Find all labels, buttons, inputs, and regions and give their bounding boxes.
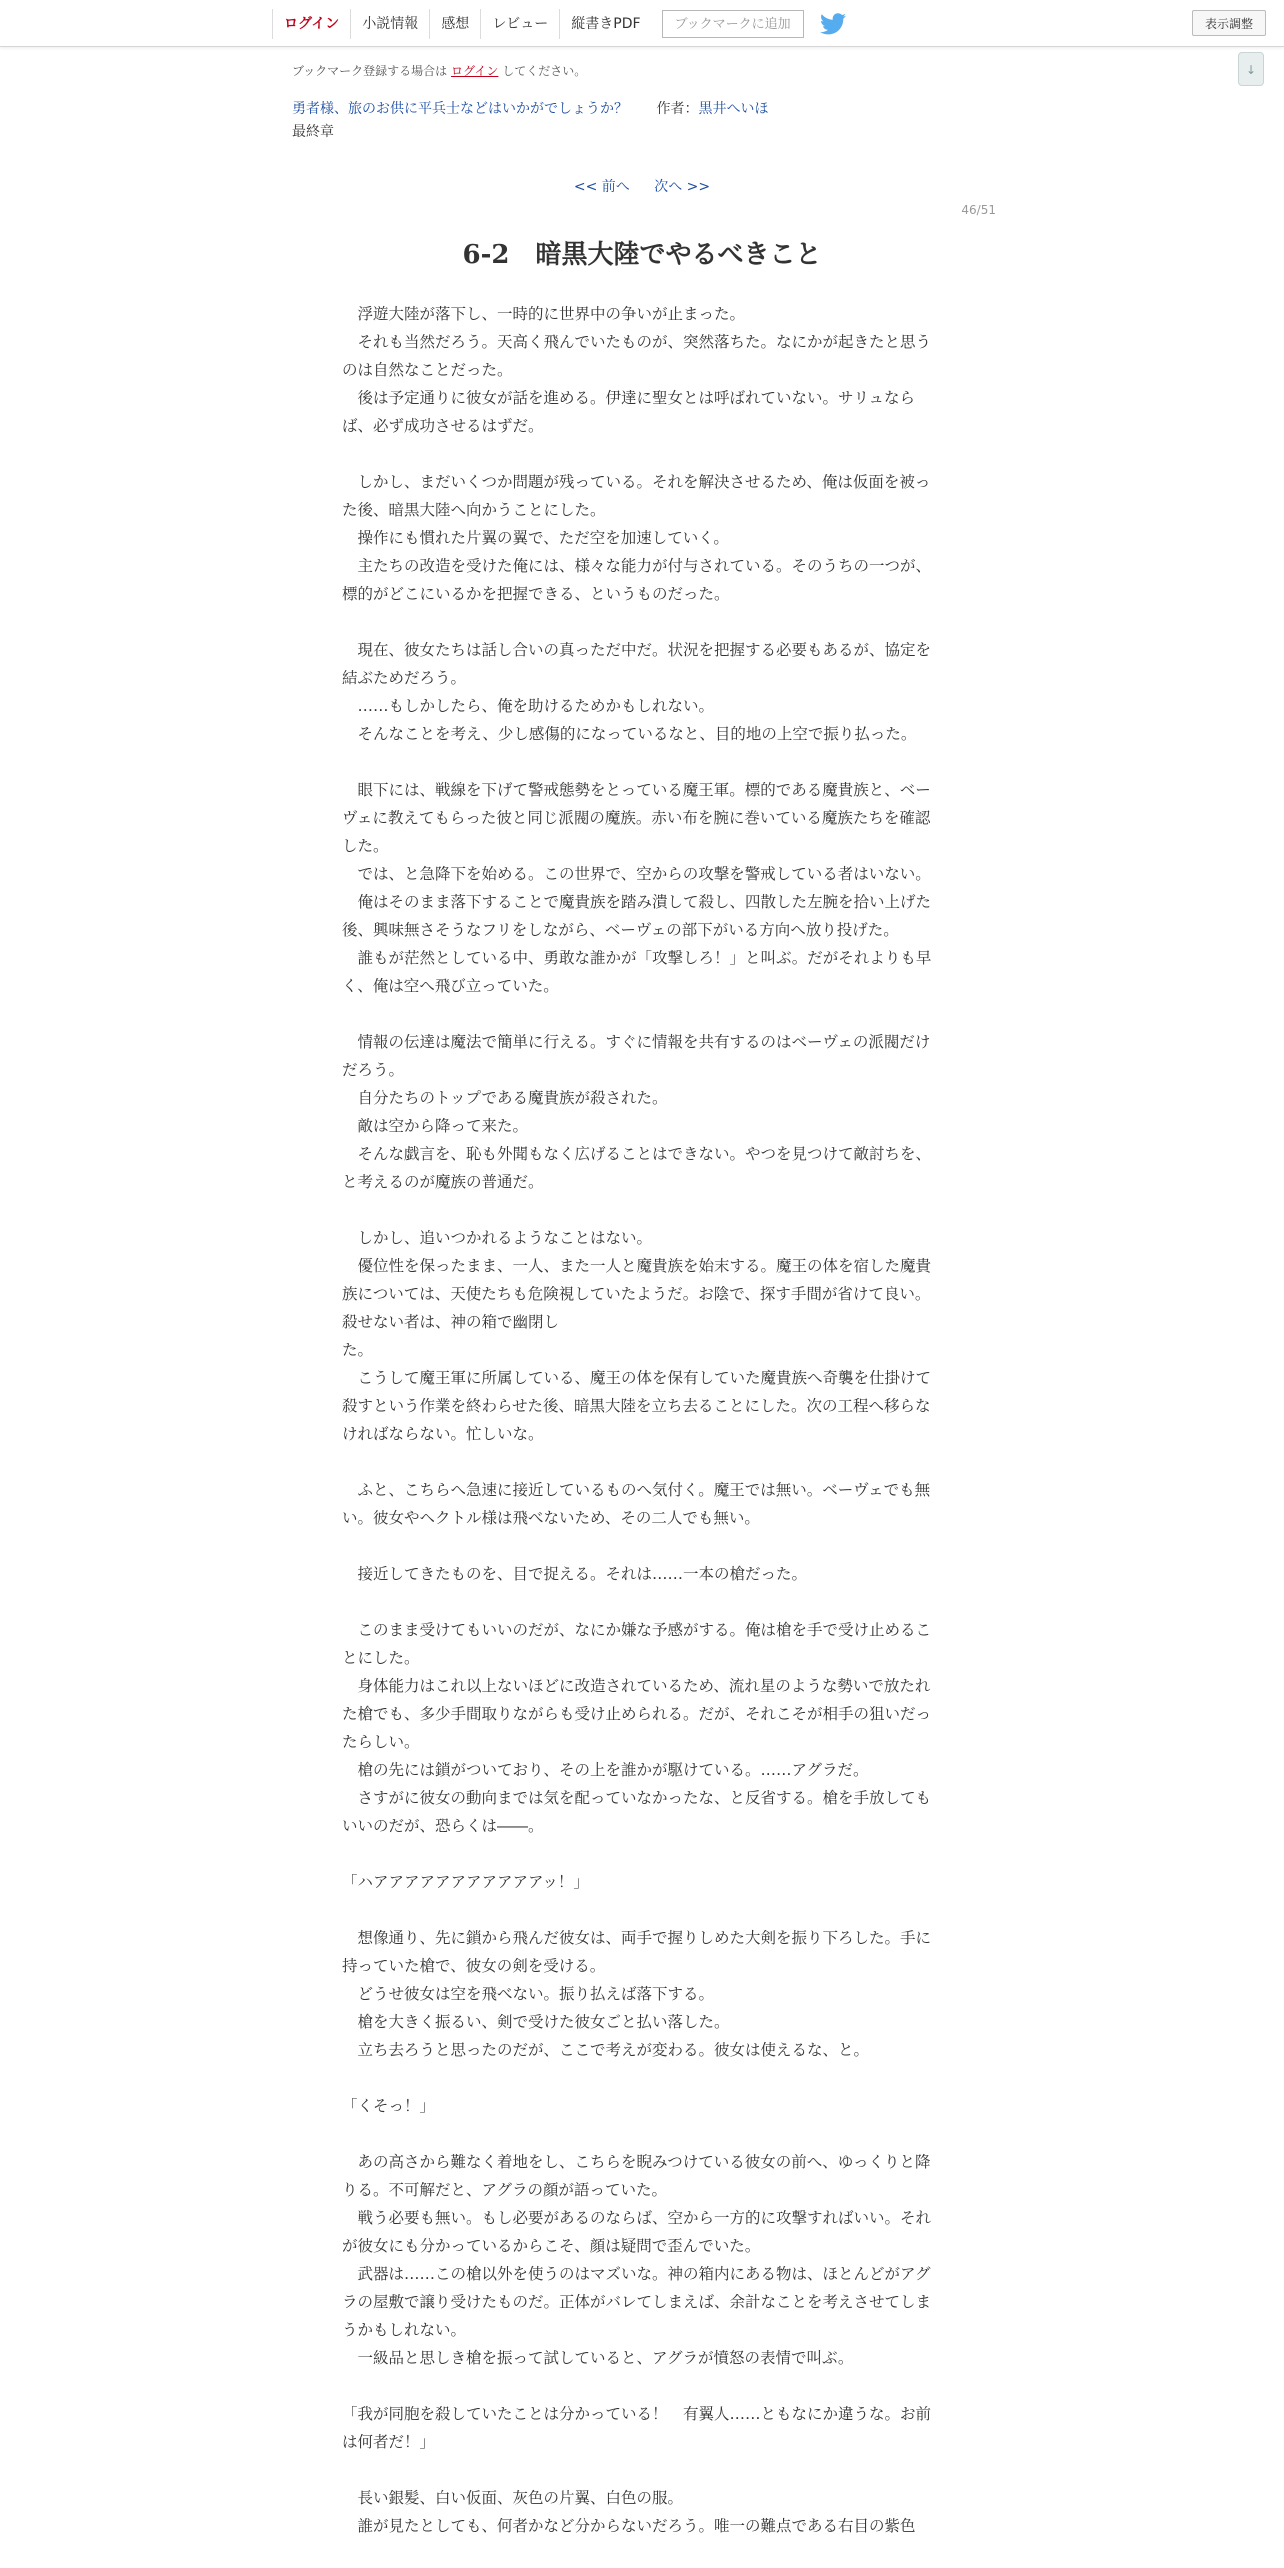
display-settings-button[interactable]: 表示調整	[1192, 10, 1266, 36]
notice-suffix: してください。	[502, 64, 587, 78]
top-header	[0, 0, 1284, 47]
nav-impressions[interactable]: 感想	[429, 9, 480, 39]
body-paragraph: た。	[342, 1341, 374, 1359]
add-bookmark-button[interactable]: ブックマークに追加	[662, 10, 804, 38]
next-episode-link[interactable]: 次へ >>	[654, 179, 711, 195]
author-link[interactable]: 黒井へいほ	[698, 101, 769, 117]
body-paragraph: 接近してきたものを、目で捉える。それは……一本の槍だった。	[342, 1565, 808, 1583]
body-paragraph: 誰もが茫然としている中、勇敢な誰かが「攻撃しろ！」と叫ぶ。だがそれよりも早く、俺は空へ飛び立っていた。	[342, 949, 932, 995]
novel-body-text	[342, 300, 936, 2540]
nav-novel-info[interactable]: 小説情報	[350, 9, 429, 39]
body-paragraph: 身体能力はこれ以上ないほどに改造されているため、流れ星のような勢いで放たれた槍でも、多少手間取りながらも受け止められる。だが、それこそが相手の狙いだったらしい。	[342, 1677, 932, 1751]
twitter-icon[interactable]	[820, 12, 848, 36]
body-paragraph: 想像通り、先に鎖から飛んだ彼女は、両手で握りしめた大剣を振り下ろした。手に持っていた槍で、彼女の剣を受ける。	[342, 1929, 932, 1975]
body-paragraph: 現在、彼女たちは話し合いの真っただ中だ。状況を把握する必要もあるが、協定を結ぶためだろう。	[342, 641, 932, 687]
blank-line	[342, 748, 936, 776]
body-paragraph: 操作にも慣れた片翼の翼で、ただ空を加速していく。	[342, 529, 729, 547]
body-paragraph: 槍を大きく振るい、剣で受けた彼女ごと払い落した。	[342, 2013, 730, 2031]
body-paragraph: こうして魔王軍に所属している、魔王の体を保有していた魔貴族へ奇襲を仕掛けて殺すという作業を終わらせた後、暗黒大陸を立ち去ることにした。次の工程へ移らなければならない。忙しいな。	[342, 1369, 932, 1443]
notice-login-link[interactable]: ログイン	[451, 64, 499, 78]
episode-count: 46/51	[961, 203, 996, 217]
body-paragraph: 槍の先には鎖がついており、その上を誰かが駆けている。……アグラだ。	[342, 1761, 869, 1779]
blank-line	[342, 1532, 936, 1560]
body-paragraph: しかし、まだいくつか問題が残っている。それを解決させるため、俺は仮面を被った後、暗黒大陸へ向かうことにした。	[342, 473, 931, 519]
body-paragraph: 主たちの改造を受けた俺には、様々な能力が付与されている。そのうちの一つが、標的がどこにいるかを把握できる、というものだった。	[342, 557, 932, 603]
episode-pager	[0, 176, 1284, 196]
body-paragraph: それも当然だろう。天高く飛んでいたものが、突然落ちた。なにかが起きたと思うのは自然なことだった。	[342, 333, 932, 379]
body-paragraph: 「我が同胞を殺していたことは分かっている！ 有翼人……ともなにか違うな。お前は何者だ！」	[342, 2405, 932, 2451]
body-paragraph: ……もしかしたら、俺を助けるためかもしれない。	[342, 697, 715, 715]
top-nav	[272, 8, 848, 40]
chapter-label: 最終章	[292, 124, 334, 140]
body-paragraph: 武器は……この槍以外を使うのはマズいな。神の箱内にある物は、ほとんどがアグラの屋敷で譲り受けたものだ。正体がバレてしまえば、余計なことを考えさせてしまうかもしれない。	[342, 2265, 932, 2339]
author-label: 作者：	[656, 101, 699, 117]
nav-login[interactable]: ログイン	[272, 9, 350, 39]
body-paragraph: 自分たちのトップである魔貴族が殺された。	[342, 1089, 668, 1107]
body-paragraph: 誰が見たとしても、何者かなど分からないだろう。唯一の難点である右目の紫色	[342, 2517, 916, 2535]
episode-title: 6-2 暗黒大陸でやるべきこと	[462, 240, 822, 270]
nav-vertical-pdf[interactable]: 縦書きPDF	[559, 9, 651, 39]
body-paragraph: あの高さから難なく着地をし、こちらを睨みつけている彼女の前へ、ゆっくりと降りる。不可解だと、アグラの顔が語っていた。	[342, 2153, 931, 2199]
blank-line	[342, 1448, 936, 1476]
body-paragraph: では、と急降下を始める。この世界で、空からの攻撃を警戒している者はいない。	[342, 865, 931, 883]
blank-line	[342, 2456, 936, 2484]
blank-line	[342, 2372, 936, 2400]
body-paragraph: さすがに彼女の動向までは気を配っていなかったな、と反省する。槍を手放してもいいのだが、恐らくは――。	[342, 1789, 932, 1835]
body-paragraph: しかし、追いつかれるようなことはない。	[342, 1229, 653, 1247]
body-paragraph: 立ち去ろうと思ったのだが、ここで考えが変わる。彼女は使えるな、と。	[342, 2041, 870, 2059]
prev-episode-link[interactable]: << 前へ	[573, 179, 630, 195]
blank-line	[342, 440, 936, 468]
body-paragraph: 優位性を保ったまま、一人、また一人と魔貴族を始末する。魔王の体を宿した魔貴族については、天使たちも危険視していたようだ。お陰で、探す手間が省けて良い。殺せない者は、神の箱で幽閉し	[342, 1257, 932, 1331]
bookmark-login-notice	[292, 62, 586, 79]
blank-line	[342, 1196, 936, 1224]
body-paragraph: 「くそっ！」	[342, 2097, 436, 2115]
body-paragraph: 一級品と思しき槍を振って試していると、アグラが憤怒の表情で叫ぶ。	[342, 2349, 854, 2367]
body-paragraph: ふと、こちらへ急速に接近しているものへ気付く。魔王では無い。ベーヴェでも無い。彼女やヘクトル様は飛べないため、その二人でも無い。	[342, 1481, 931, 1527]
body-paragraph: 浮遊大陸が落下し、一時的に世界中の争いが止まった。	[342, 305, 746, 323]
blank-line	[342, 1000, 936, 1028]
blank-line	[342, 1896, 936, 1924]
twitter-bird-icon	[820, 13, 846, 35]
body-paragraph: 敵は空から降って来た。	[342, 1117, 529, 1135]
novel-title-link[interactable]: 勇者様、旅のお供に平兵士などはいかがでしょうか？	[292, 101, 628, 117]
scroll-down-arrow-icon[interactable]: ↓	[1238, 52, 1264, 86]
body-paragraph: どうせ彼女は空を飛べない。振り払えば落下する。	[342, 1985, 715, 2003]
blank-line	[342, 608, 936, 636]
body-paragraph: 「ハアアアアアアアアアアアッ！」	[342, 1873, 589, 1891]
body-paragraph: 俺はそのまま落下することで魔貴族を踏み潰して殺し、四散した左腕を拾い上げた後、興味無さそうなフリをしながら、ベーヴェの部下がいる方向へ放り投げた。	[342, 893, 932, 939]
notice-prefix: ブックマーク登録する場合は	[292, 64, 448, 78]
body-paragraph: 長い銀髪、白い仮面、灰色の片翼、白色の服。	[342, 2489, 684, 2507]
blank-line	[342, 1588, 936, 1616]
body-paragraph: 後は予定通りに彼女が話を進める。伊達に聖女とは呼ばれていない。サリュならば、必ず成功させるはずだ。	[342, 389, 916, 435]
blank-line	[342, 2064, 936, 2092]
novel-info-line	[292, 98, 768, 118]
body-paragraph: そんな戯言を、恥も外聞もなく広げることはできない。やつを見つけて敵討ちを、と考えるのが魔族の普通だ。	[342, 1145, 932, 1191]
body-paragraph: このまま受けてもいいのだが、なにか嫌な予感がする。俺は槍を手で受け止めることにした。	[342, 1621, 932, 1667]
blank-line	[342, 2120, 936, 2148]
blank-line	[342, 1840, 936, 1868]
nav-review[interactable]: レビュー	[480, 9, 559, 39]
body-paragraph: 戦う必要も無い。もし必要があるのならば、空から一方的に攻撃すればいい。それが彼女にも分かっているからこそ、顔は疑問で歪んでいた。	[342, 2209, 932, 2255]
body-paragraph: そんなことを考え、少し感傷的になっているなと、目的地の上空で振り払った。	[342, 725, 917, 743]
body-paragraph: 眼下には、戦線を下げて警戒態勢をとっている魔王軍。標的である魔貴族と、ベーヴェに教えてもらった彼と同じ派閥の魔族。赤い布を腕に巻いている魔族たちを確認した。	[342, 781, 931, 855]
body-paragraph: 情報の伝達は魔法で簡単に行える。すぐに情報を共有するのはベーヴェの派閥だけだろう。	[342, 1033, 931, 1079]
